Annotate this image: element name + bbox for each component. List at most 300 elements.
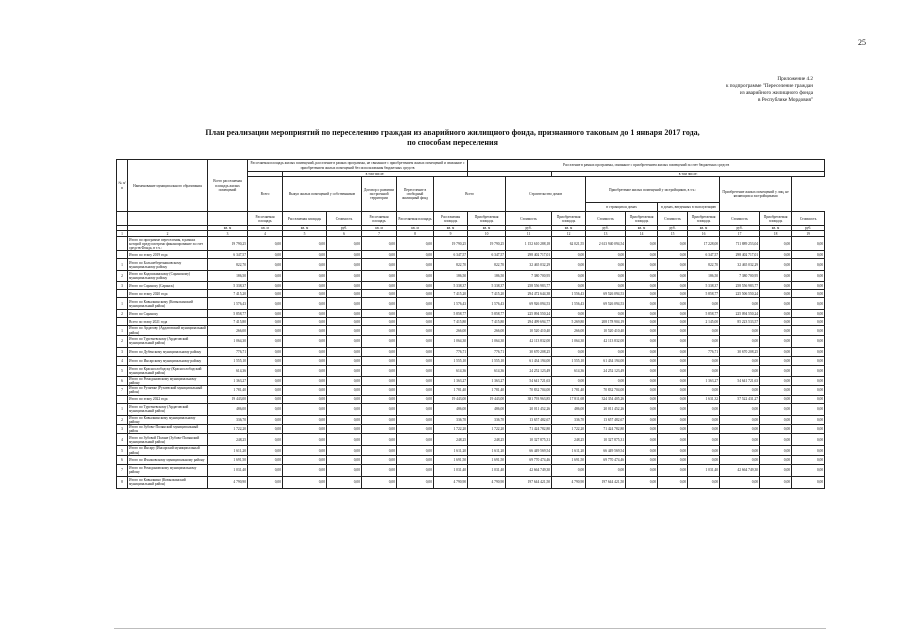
row-value-cell: 0,00	[626, 434, 658, 446]
row-value-cell: 5 858,77	[688, 290, 720, 298]
row-value-cell: 6 347,57	[468, 251, 506, 259]
row-municipality-name: Итого по Ичалковскому муниципальному району	[128, 455, 208, 464]
row-value-cell: 0,00	[397, 310, 434, 318]
row-municipality-name: Итого по Инсару (Инсарский муниципальный район)	[128, 446, 208, 455]
row-value-cell: 0,00	[283, 271, 327, 282]
row-value-cell: 0,00	[658, 251, 688, 259]
row-value-cell: 42 113 832,00	[506, 335, 552, 347]
row-value-cell: 0,00	[720, 386, 760, 395]
row-value-cell: 0,00	[658, 455, 688, 464]
row-value-cell: 32 465 032,29	[720, 259, 760, 271]
header-stoimost: Стоимость	[586, 212, 626, 226]
row-value-cell: 0,00	[327, 403, 362, 415]
row-value-cell: 17 811,68	[552, 395, 586, 403]
row-value-cell: 486,00	[208, 403, 248, 415]
row-value-cell: 1 363,27	[208, 376, 248, 385]
row-value-cell: 0,00	[760, 464, 792, 476]
row-value-cell: 7 415,80	[468, 318, 506, 326]
row-value-cell: 0,00	[720, 326, 760, 335]
row-value-cell: 197 644 421,50	[586, 476, 626, 488]
table-row	[117, 259, 825, 271]
row-value-cell: 0,00	[720, 335, 760, 347]
row-value-cell: 1 631,32	[688, 395, 720, 403]
table-header	[117, 160, 825, 237]
row-number	[117, 251, 128, 259]
row-value-cell: 0,00	[760, 237, 792, 251]
row-municipality-name: Итого по Ромодановскому муниципальному району	[128, 464, 208, 476]
title-line: План реализации мероприятий по переселению граждан из аварийного жилищного фонда, признанного таковым до 1 января 2017 года,	[205, 128, 700, 137]
row-value-cell: 0,00	[626, 335, 658, 347]
row-value-cell: 0,00	[283, 395, 327, 403]
row-value-cell: 0,00	[397, 464, 434, 476]
row-municipality-name: Итого по Тургеневскому (Ардатовский муниципальный район)	[128, 335, 208, 347]
row-value-cell: 0,00	[248, 395, 283, 403]
row-value-cell: 57 522 431,27	[720, 395, 760, 403]
row-value-cell: 336,70	[208, 415, 248, 424]
row-number	[117, 290, 128, 298]
column-index-cell: 11	[506, 231, 552, 237]
table-row	[117, 403, 825, 415]
row-value-cell: 0,00	[327, 455, 362, 464]
row-value-cell: 0,00	[586, 347, 626, 356]
row-value-cell: 0,00	[283, 298, 327, 310]
row-value-cell: 1 064,30	[434, 335, 468, 347]
row-value-cell: 0,00	[658, 310, 688, 318]
row-value-cell: 0,00	[283, 251, 327, 259]
row-value-cell: 266,00	[468, 326, 506, 335]
row-value-cell: 324 354 405,26	[586, 395, 626, 403]
column-index-cell: 3	[208, 231, 248, 237]
column-index-cell: 15	[658, 231, 688, 237]
row-value-cell: 0,00	[658, 298, 688, 310]
row-value-cell: 0,00	[397, 318, 434, 326]
row-value-cell: 0,00	[760, 455, 792, 464]
row-value-cell: 822,70	[468, 259, 506, 271]
row-value-cell: 42 113 832,00	[586, 335, 626, 347]
row-value-cell: 0,00	[792, 326, 825, 335]
column-index-cell: 9	[434, 231, 468, 237]
row-value-cell: 0,00	[626, 298, 658, 310]
row-value-cell: 0,00	[397, 376, 434, 385]
table-row	[117, 298, 825, 310]
row-value-cell: 0,00	[362, 335, 397, 347]
row-value-cell: 614,36	[434, 365, 468, 376]
row-value-cell: 10 327 875,31	[506, 434, 552, 446]
row-number: 7	[117, 386, 128, 395]
row-value-cell: 1 691,50	[552, 455, 586, 464]
row-value-cell: 0,00	[362, 434, 397, 446]
appendix-line: из аварийного жилищного фонда	[739, 90, 813, 96]
table-row	[117, 434, 825, 446]
row-value-cell: 0,00	[552, 271, 586, 282]
row-value-cell: 13 657 482,67	[506, 415, 552, 424]
unit-cell: кв. м	[362, 226, 397, 231]
row-value-cell: 0,00	[720, 298, 760, 310]
row-value-cell: 258 556 983,77	[720, 282, 760, 290]
row-value-cell: 0,00	[327, 356, 362, 365]
row-value-cell: 0,00	[720, 365, 760, 376]
row-number	[117, 237, 128, 251]
row-value-cell: 1 611,20	[434, 446, 468, 455]
table-row	[117, 347, 825, 356]
row-value-cell: 5 338,37	[208, 282, 248, 290]
row-municipality-name: Итого по Зубовой Поляне (Зубово-Полянский муниципальный район)	[128, 434, 208, 446]
row-value-cell: 0,00	[760, 298, 792, 310]
header-mkd-stroy: в строящихся домах	[586, 203, 658, 212]
row-value-cell: 0,00	[760, 425, 792, 434]
row-value-cell: 0,00	[552, 464, 586, 476]
row-value-cell: 0,00	[248, 326, 283, 335]
row-value-cell: 0,00	[362, 298, 397, 310]
row-value-cell: 1 576,43	[434, 298, 468, 310]
row-value-cell: 0,00	[626, 237, 658, 251]
row-value-cell: 0,00	[688, 476, 720, 488]
header-stoimost: Стоимость	[720, 212, 760, 226]
row-value-cell: 0,00	[248, 347, 283, 356]
row-value-cell: 0,00	[688, 403, 720, 415]
header-stoimost: Стоимость	[327, 212, 362, 226]
row-value-cell: 0,00	[283, 347, 327, 356]
row-value-cell: 822,70	[434, 259, 468, 271]
row-value-cell: 1 722,20	[208, 425, 248, 434]
row-value-cell: 1 363,27	[434, 376, 468, 385]
row-value-cell: 71 424 782,80	[506, 425, 552, 434]
header-priobr-area: Приобретаемая площадь	[552, 212, 586, 226]
row-value-cell: 0,00	[626, 347, 658, 356]
row-value-cell: 66 449 569,54	[586, 446, 626, 455]
row-value-cell: 0,00	[760, 415, 792, 424]
row-value-cell: 0,00	[792, 386, 825, 395]
row-value-cell: 0,00	[626, 251, 658, 259]
row-value-cell: 0,00	[327, 298, 362, 310]
row-municipality-name: Итого по Саранску	[128, 310, 208, 318]
table-row	[117, 476, 825, 488]
row-value-cell: 711 889 253,04	[720, 237, 760, 251]
row-value-cell: 0,00	[792, 376, 825, 385]
row-value-cell: 0,00	[248, 251, 283, 259]
row-number: 1	[117, 403, 128, 415]
row-value-cell: 0,00	[397, 356, 434, 365]
row-value-cell: 225 094 550,24	[720, 310, 760, 318]
appendix-note	[583, 76, 813, 104]
row-value-cell: 0,00	[283, 310, 327, 318]
row-value-cell: 0,00	[658, 464, 688, 476]
row-municipality-name: Итого по этапу 2020 года	[128, 290, 208, 298]
row-value-cell: 0,00	[362, 326, 397, 335]
resettlement-plan-table	[116, 159, 825, 489]
row-value-cell: 0,00	[626, 464, 658, 476]
row-number: 7	[117, 464, 128, 476]
row-value-cell: 0,00	[688, 298, 720, 310]
row-value-cell: 0,00	[760, 446, 792, 455]
row-municipality-name: Итого по Саранску (Саранск)	[128, 282, 208, 290]
row-value-cell: 0,00	[362, 386, 397, 395]
row-value-cell: 0,00	[362, 251, 397, 259]
row-value-cell: 0,00	[792, 455, 825, 464]
row-value-cell: 0,00	[283, 455, 327, 464]
unit-cell: кв. м	[760, 226, 792, 231]
row-number: 8	[117, 476, 128, 488]
row-value-cell: 0,00	[626, 415, 658, 424]
row-value-cell: 248,25	[434, 434, 468, 446]
row-number: 3	[117, 282, 128, 290]
row-value-cell: 0,00	[397, 415, 434, 424]
row-number: 6	[117, 376, 128, 385]
row-value-cell: 266,00	[208, 326, 248, 335]
row-value-cell: 0,00	[362, 271, 397, 282]
row-value-cell: 0,00	[362, 455, 397, 464]
row-value-cell: 0,00	[626, 476, 658, 488]
row-value-cell: 0,00	[248, 476, 283, 488]
row-value-cell: 0,00	[362, 415, 397, 424]
row-value-cell: 0,00	[658, 403, 688, 415]
row-value-cell: 0,00	[720, 434, 760, 446]
column-index-cell: 8	[397, 231, 434, 237]
row-value-cell: 0,00	[586, 251, 626, 259]
row-value-cell: 0,00	[248, 310, 283, 318]
row-value-cell: 1 611,20	[468, 446, 506, 455]
row-value-cell: 0,00	[658, 282, 688, 290]
row-value-cell: 0,00	[362, 365, 397, 376]
table-row	[117, 271, 825, 282]
scan-edge-line	[114, 628, 826, 629]
row-value-cell: 1 781,40	[552, 386, 586, 395]
header-stroitelstvo: Строительство домов	[506, 177, 586, 212]
table-row	[117, 326, 825, 335]
title-line: по способам переселения	[407, 138, 498, 147]
row-municipality-name: Итого по Дубенскому муниципальному району	[128, 347, 208, 356]
row-value-cell: 0,00	[552, 282, 586, 290]
row-value-cell: 1 576,43	[208, 298, 248, 310]
unit-cell: руб.	[327, 226, 362, 231]
row-value-cell: 7 415,20	[468, 290, 506, 298]
row-value-cell: 19 443,00	[434, 395, 468, 403]
row-value-cell: 0,00	[760, 347, 792, 356]
column-index-cell: 4	[248, 231, 283, 237]
row-value-cell: 20 011 452,26	[586, 403, 626, 415]
row-value-cell: 0,00	[362, 476, 397, 488]
row-value-cell: 208 178 904,19	[586, 318, 626, 326]
row-value-cell: 10 327 875,31	[586, 434, 626, 446]
row-value-cell: 186,50	[688, 271, 720, 282]
page-number: 25	[858, 38, 866, 47]
row-value-cell: 0,00	[626, 271, 658, 282]
row-value-cell: 0,00	[397, 259, 434, 271]
row-value-cell: 0,00	[327, 335, 362, 347]
row-value-cell: 298 402 717,01	[506, 251, 552, 259]
row-municipality-name: Итого по Кадошкинскому (Саранскому) муниципальному району	[128, 271, 208, 282]
row-value-cell: 0,00	[327, 446, 362, 455]
column-index-cell: 6	[327, 231, 362, 237]
row-value-cell: 0,00	[658, 335, 688, 347]
row-value-cell: 0,00	[248, 282, 283, 290]
row-value-cell: 486,00	[552, 403, 586, 415]
row-value-cell: 776,71	[468, 347, 506, 356]
row-value-cell: 1 031,40	[208, 464, 248, 476]
row-number	[117, 318, 128, 326]
row-value-cell: 1 781,40	[434, 386, 468, 395]
row-value-cell: 0,00	[248, 464, 283, 476]
table-row	[117, 386, 825, 395]
row-value-cell: 0,00	[397, 455, 434, 464]
row-value-cell: 776,71	[208, 347, 248, 356]
row-value-cell: 0,00	[397, 271, 434, 282]
header-stoimost: Стоимость	[658, 212, 688, 226]
header-dogovor: Договор о развитии застроенной территории	[362, 177, 397, 212]
row-value-cell: 0,00	[397, 335, 434, 347]
row-value-cell: 822,70	[688, 259, 720, 271]
header-priobr-area: Приобретаемая площадь	[760, 212, 792, 226]
row-value-cell: 0,00	[792, 298, 825, 310]
row-value-cell: 0,00	[327, 237, 362, 251]
row-value-cell: 1 555,10	[552, 356, 586, 365]
row-value-cell: 0,00	[586, 464, 626, 476]
unit-cell: кв. м	[626, 226, 658, 231]
row-value-cell: 486,00	[468, 403, 506, 415]
row-value-cell: 614,36	[468, 365, 506, 376]
table-row	[117, 237, 825, 251]
row-value-cell: 0,00	[626, 282, 658, 290]
row-value-cell: 0,00	[658, 476, 688, 488]
row-value-cell: 0,00	[283, 318, 327, 326]
row-value-cell: 0,00	[283, 335, 327, 347]
row-value-cell: 0,00	[283, 476, 327, 488]
row-number: 2	[117, 415, 128, 424]
row-value-cell: 248,25	[552, 434, 586, 446]
row-value-cell: 0,00	[327, 415, 362, 424]
row-value-cell: 0,00	[760, 271, 792, 282]
table-row	[117, 251, 825, 259]
row-value-cell: 0,00	[626, 446, 658, 455]
row-value-cell: 0,00	[658, 376, 688, 385]
column-index-cell: 19	[792, 231, 825, 237]
row-value-cell: 614,36	[208, 365, 248, 376]
row-value-cell: 0,00	[760, 251, 792, 259]
row-value-cell: 0,00	[760, 386, 792, 395]
row-value-cell: 0,00	[626, 290, 658, 298]
row-value-cell: 54 641 721,63	[720, 376, 760, 385]
column-index-cell: 17	[720, 231, 760, 237]
row-value-cell: 0,00	[792, 425, 825, 434]
unit-cell: руб.	[586, 226, 626, 231]
row-value-cell: 0,00	[362, 318, 397, 326]
row-value-cell: 266,00	[552, 326, 586, 335]
row-value-cell: 0,00	[688, 326, 720, 335]
row-value-cell: 0,00	[327, 347, 362, 356]
header-subcolumns	[117, 212, 825, 226]
header-total-area: Всего расселяемая площадь жилых помещений	[208, 160, 248, 212]
row-value-cell: 4 790,90	[434, 476, 468, 488]
row-value-cell: 248,25	[208, 434, 248, 446]
row-value-cell: 486,00	[434, 403, 468, 415]
row-municipality-name: Итого по Тургеневскому (Ардатовский муниципальный район)	[128, 403, 208, 415]
unit-cell: кв. м	[248, 226, 283, 231]
header-priobr-area: Приобретаемая площадь	[468, 212, 506, 226]
row-value-cell: 69 770 474,46	[586, 455, 626, 464]
row-value-cell: 0,00	[327, 425, 362, 434]
row-value-cell: 0,00	[760, 365, 792, 376]
row-municipality-name: Итого по программе переселения, в рамках которой предусмотрено финансирование за счет средств Фонда, в т.ч.:	[128, 237, 208, 251]
row-value-cell: 0,00	[362, 347, 397, 356]
unit-cell: кв. м	[434, 226, 468, 231]
row-value-cell: 42 664 749,30	[720, 464, 760, 476]
row-value-cell: 0,00	[283, 386, 327, 395]
row-value-cell: 0,00	[327, 259, 362, 271]
row-municipality-name: Итого по Рузаевке (Рузаевский муниципальный район)	[128, 386, 208, 395]
header-priobr-area: Приобретаемая площадь	[688, 212, 720, 226]
row-value-cell: 0,00	[283, 237, 327, 251]
row-value-cell: 0,00	[626, 310, 658, 318]
row-municipality-name: Итого по Ковылкинскому муниципальному району	[128, 415, 208, 424]
row-value-cell: 0,00	[626, 403, 658, 415]
row-value-cell: 1 722,20	[468, 425, 506, 434]
unit-cell: руб.	[506, 226, 552, 231]
header-stoimost: Стоимость	[506, 212, 552, 226]
column-index-cell: 16	[688, 231, 720, 237]
row-value-cell: 0,00	[283, 403, 327, 415]
row-value-cell: 6 347,57	[688, 251, 720, 259]
row-value-cell: 0,00	[362, 259, 397, 271]
header-ras-area: Расселяемая площадь	[434, 212, 468, 226]
row-value-cell: 0,00	[397, 237, 434, 251]
row-value-cell: 7 415,80	[434, 318, 468, 326]
row-value-cell: 4 790,90	[208, 476, 248, 488]
table-row	[117, 395, 825, 403]
row-value-cell: 0,00	[626, 365, 658, 376]
row-value-cell: 0,00	[327, 464, 362, 476]
table-row	[117, 464, 825, 476]
row-value-cell: 1 722,20	[434, 425, 468, 434]
row-value-cell: 0,00	[658, 395, 688, 403]
row-value-cell: 0,00	[658, 356, 688, 365]
table-row	[117, 376, 825, 385]
row-value-cell: 0,00	[327, 395, 362, 403]
row-value-cell: 0,00	[760, 326, 792, 335]
row-value-cell: 0,00	[283, 326, 327, 335]
row-value-cell: 0,00	[362, 403, 397, 415]
row-value-cell: 7 415,80	[208, 318, 248, 326]
row-value-cell: 69 526 094,53	[586, 298, 626, 310]
row-value-cell: 0,00	[248, 356, 283, 365]
row-value-cell: 0,00	[397, 326, 434, 335]
row-value-cell: 0,00	[658, 446, 688, 455]
row-value-cell: 0,00	[658, 386, 688, 395]
row-value-cell: 0,00	[283, 356, 327, 365]
row-value-cell: 0,00	[688, 415, 720, 424]
appendix-line: в Республике Мордовия"	[757, 97, 813, 103]
row-municipality-name: Итого по Ромодановскому муниципальному району	[128, 376, 208, 385]
row-value-cell: 0,00	[626, 259, 658, 271]
row-value-cell: 0,00	[327, 251, 362, 259]
row-value-cell: 0,00	[720, 446, 760, 455]
row-value-cell: 0,00	[792, 259, 825, 271]
row-number: 1	[117, 298, 128, 310]
row-municipality-name: Итого по этапу 2019 года	[128, 251, 208, 259]
table-row	[117, 425, 825, 434]
column-index-cell: 13	[586, 231, 626, 237]
row-value-cell: 0,00	[792, 335, 825, 347]
row-value-cell: 0,00	[792, 415, 825, 424]
row-value-cell: 225 506 550,24	[720, 290, 760, 298]
header-no: № п/п	[117, 160, 128, 212]
table-row	[117, 365, 825, 376]
row-value-cell: 0,00	[688, 425, 720, 434]
row-value-cell: 0,00	[327, 476, 362, 488]
row-value-cell: 1 555,10	[434, 356, 468, 365]
row-value-cell: 0,00	[397, 290, 434, 298]
table-row	[117, 446, 825, 455]
row-value-cell: 0,00	[397, 425, 434, 434]
